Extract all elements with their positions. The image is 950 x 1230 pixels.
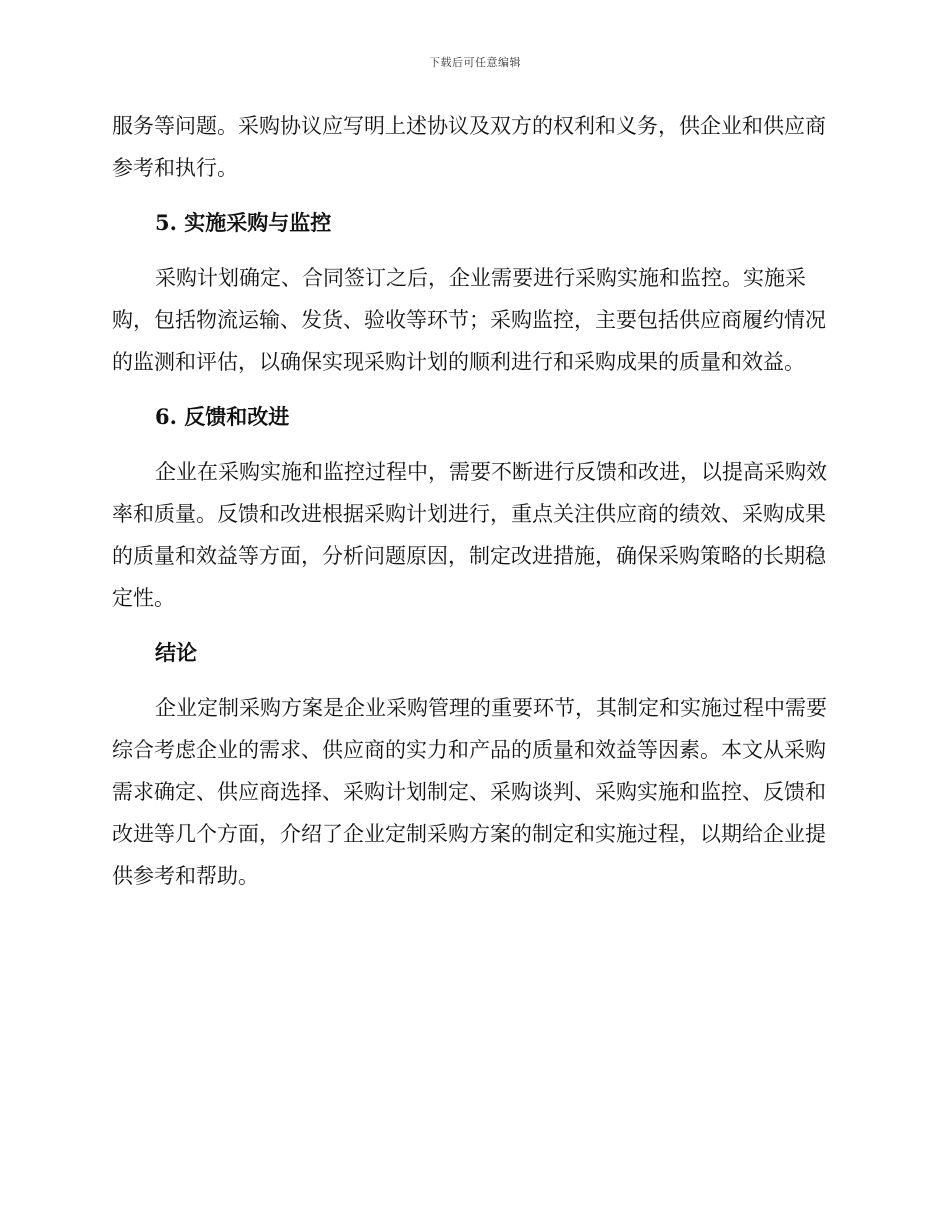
paragraph-conclusion: 企业定制采购方案是企业采购管理的重要环节，其制定和实施过程中需要综合考虑企业的需求、供应商的实力和产品的质量和效益等因素。本文从采购需求确定、供应商选择、采购计划制定、采购谈判、采购实施和监控、反馈和改进等几个方面，介绍了企业定制采购方案的制定和实施过程，以期给企业提供参考和帮助。: [112, 696, 827, 888]
page-header: 下载后可任意编辑: [429, 56, 521, 69]
paragraph-continuation: 服务等问题。采购协议应写明上述协议及双方的权利和义务，供企业和供应商参考和执行。: [112, 114, 826, 180]
document-body: [112, 105, 832, 897]
paragraph-implementation: 采购计划确定、合同签订之后，企业需要进行采购实施和监控。实施采购，包括物流运输、发货、验收等环节；采购监控，主要包括供应商履约情况的监测和评估，以确保实现采购计划的顺利进行和采购成果的质量和效益。: [112, 266, 826, 374]
section-heading-6: 6. 反馈和改进: [155, 404, 290, 429]
paragraph-feedback: 企业在采购实施和监控过程中，需要不断进行反馈和改进，以提高采购效率和质量。反馈和改进根据采购计划进行，重点关注供应商的绩效、采购成果的质量和效益等方面，分析问题原因，制定改进措施，确保采购策略的长期稳定性。: [112, 460, 827, 610]
section-heading-conclusion: 结论: [155, 640, 197, 665]
section-heading-5: 5. 实施采购与监控: [155, 210, 332, 235]
